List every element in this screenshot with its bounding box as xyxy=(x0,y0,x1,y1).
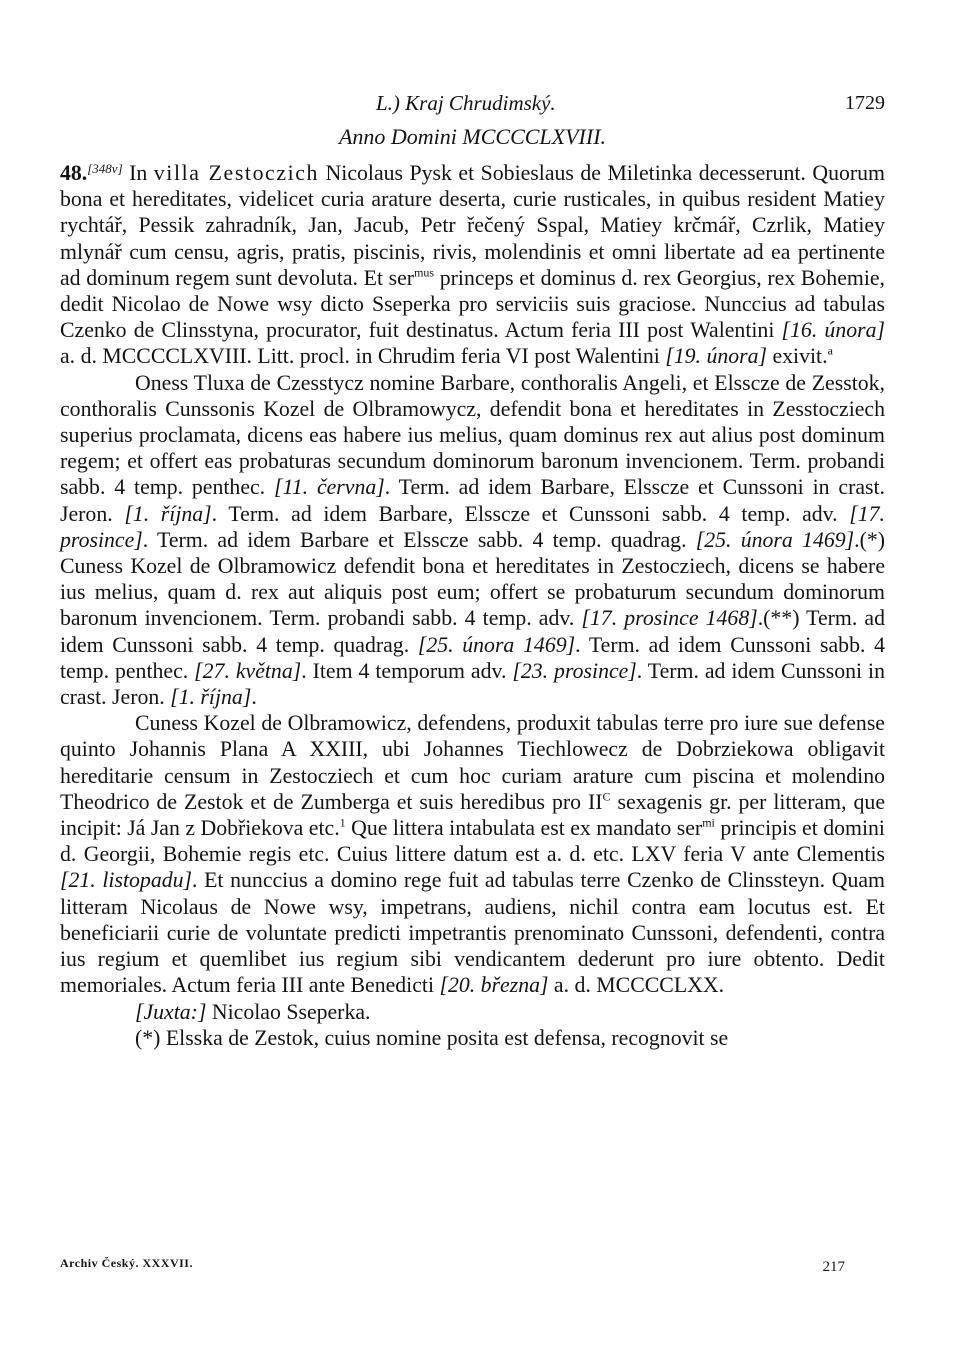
signature-mark: 217 xyxy=(822,1259,845,1275)
date-gloss: [1. října] xyxy=(170,685,252,710)
date-gloss: [11. června] xyxy=(273,475,385,500)
date-gloss: [21. listopadu] xyxy=(60,868,193,893)
footnote-mark: a xyxy=(827,344,833,359)
date-gloss: [20. března] xyxy=(439,973,549,998)
page-footer xyxy=(60,1246,885,1276)
entry-paragraph-2: Oness Tluxa de Czesstycz nomine Barbare, conthoralis Angeli, et Elsscze de Zesstok, conthoralis Cunssonis Kozel de Olbramowycz, defendit bona et hereditates in Zesstocziech superius proclamata, dicens eas habere ius melius, quam dominus rex aut alius post dominum regem; et offert eas probaturas secundum dominorum baronum invencionem. Term. probandi sabb. 4 temp. penthec. [11. června]. Term. ad idem Barbare, Elsscze et Cunssoni in crast. Jeron. [1. října]. Term. ad idem Barbare, Elsscze et Cunssoni sabb. 4 temp. adv. [17. prosince]. Term. ad idem Barbare et Elsscze sabb. 4 temp. quadrag. [25. února 1469].(*) Cuness Kozel de Olbramowicz defendit bona et hereditates in Zestocziech, dicens se habere ius melius, quam d. rex aut aliquis post eum; offert se probaturum secundum dominorum baronum invencionem. Term. probandi sabb. 4 temp. adv. [17. prosince 1468].(**) Term. ad idem Cunssoni sabb. 4 temp. quadrag. [25. února 1469]. Term. ad idem Cunssoni sabb. 4 temp. penthec. [27. května]. Item 4 temporum adv. [23. prosince]. Term. ad idem Cunssoni in crast. Jeron. [1. října]. xyxy=(60,370,886,710)
date-gloss: [19. února] xyxy=(665,344,768,369)
date-gloss: [25. února 1469] xyxy=(695,527,855,552)
page-number: 1729 xyxy=(845,92,885,114)
date-gloss: [1. října] xyxy=(124,501,212,526)
date-gloss: [25. února 1469] xyxy=(417,632,576,657)
date-gloss: [23. prosince] xyxy=(512,658,637,683)
entry-paragraph-1: 48.[348v] In villa Zestoczich Nicolaus Pysk et Sobieslaus de Miletinka decesserunt. Quorum bona et hereditates, videlicet curia arature deserta, curie rusticales, in quibus resident Matiey rychtář, Pessik zahradník, Jan, Jacub, Petr řečený Sspal, Matiey krčmář, Czrlik, Matiey mlynář cum censu, agris, pratis, piscinis, rivis, molendinis et omni libertate ad ea pertinente ad dominum regem sunt devoluta. Et ser$^{mus}$ princeps et dominus d. rex Georgius, rex Bohemie, dedit Nicolao de Nowe wsy dicto Sseperka pro serviciis suis graciose. Nunccius ad tabulas Czenko de Clinsstyna, procurator, fuit destinatus. Actum feria III post Walentini [16. února] a. d. MCCCCLXVIII. Litt. procl. in Chrudim feria VI post Walentini [19. února] exivit.$^a$ xyxy=(60,161,885,369)
year-heading: Anno Domini MCCCCLXVIII. xyxy=(338,124,607,149)
folio-reference: [348v] xyxy=(87,161,123,176)
entry-paragraph-3: Cuness Kozel de Olbramowicz, defendens, produxit tabulas terre pro iure sue defense quinto Johannis Plana A XXIII, ubi Johannes Tiechlowecz de Dobrziekowa obligavit hereditarie censum in Zestocziech et cum hoc curiam arature cum piscina et molendino Theodrico de Zestok et de Zumberga et suis heredibus pro $II^C$ sexagenis gr. per litteram, que incipit: Já Jan z Dobřiekova etc.$^1$ Que littera intabulata est ex mandato ser$^{mi}$ principis et domini d. Georgii, Bohemie regis etc. Cuius littere datum est a. d. etc. LXV feria V ante Clementis [21. listopadu]. Et nunccius a domino rege fuit ad tabulas terre Czenko de Clinssteyn. Quam litteram Nicolaus de Nowe wsy, impetrans, audiens, nichil contra eam locutus est. Et beneficiarii curie de voluntate predicti impetrantis prenominato Cunssoni, defendenti, contra ius regium et quemlibet ius regium sibi vendicantem dederunt pro iure obtento. Dedit memoriales. Actum feria III ante Benedicti [20. března] a. d. MCCCCLXX. xyxy=(60,711,885,998)
place-name: villa Zestoczich xyxy=(153,161,320,185)
date-gloss: [17. prosince] xyxy=(60,501,885,552)
page-header xyxy=(60,82,885,118)
date-gloss: [17. prosince 1468] xyxy=(581,606,758,631)
footnote-mark: 1 xyxy=(339,815,346,830)
entry-number: 48. xyxy=(60,161,88,185)
date-gloss: [16. února] xyxy=(781,318,885,343)
running-title: L.) Kraj Chrudimský. xyxy=(376,91,556,115)
juxta-line: [Juxta:] Nicolao Sseperka. xyxy=(135,999,371,1024)
note-line: (*) Elsska de Zestok, cuius nomine posita est defensa, recognovit se xyxy=(135,1025,729,1050)
archive-label: Archiv Český. XXXVII. xyxy=(60,1256,193,1270)
date-gloss: [27. května] xyxy=(194,658,302,683)
